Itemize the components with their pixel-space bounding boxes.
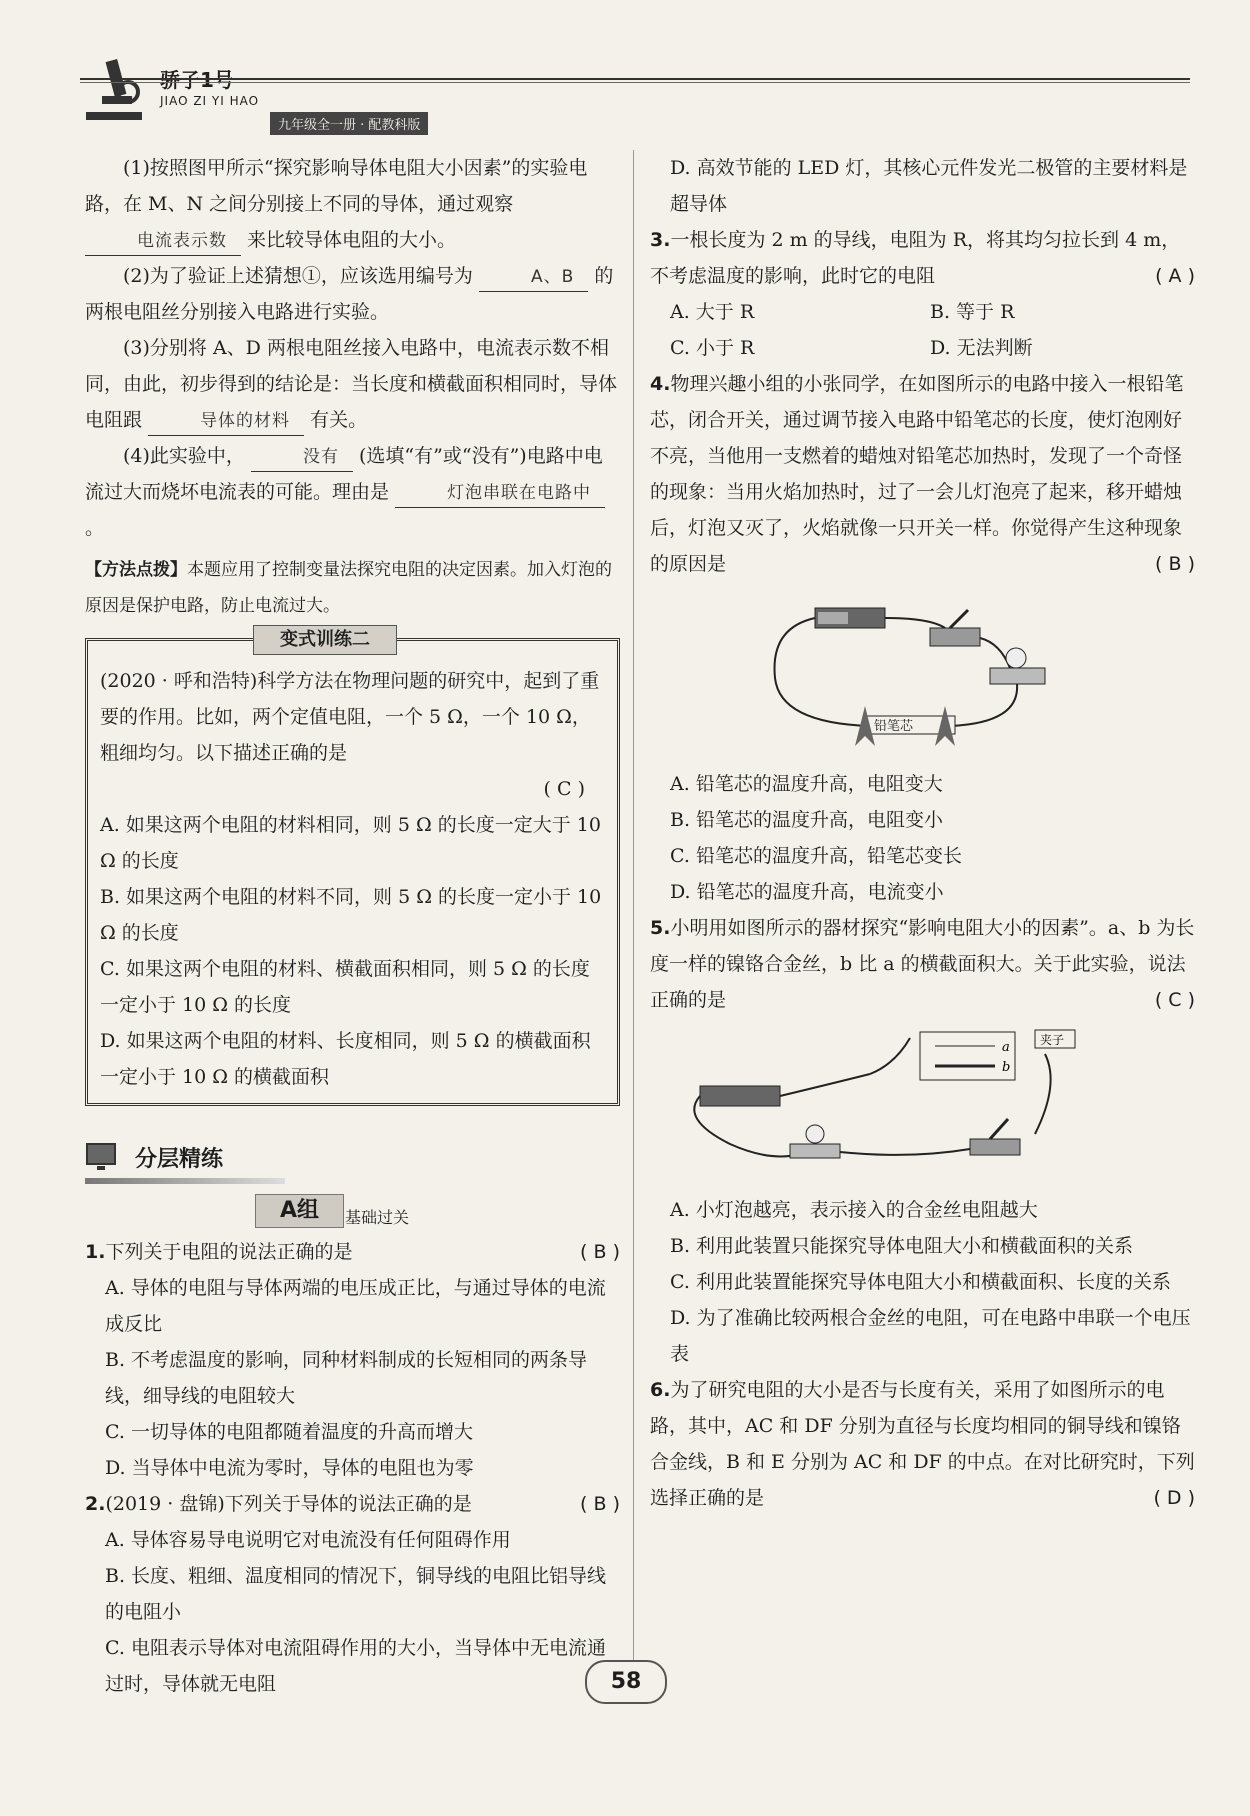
header-divider-thin — [80, 82, 1190, 83]
section-header — [85, 1134, 620, 1190]
answer-blank: 没有 — [251, 443, 353, 472]
question-stem: 下列关于电阻的说法正确的是 — [105, 1241, 353, 1263]
question-stem: 物理兴趣小组的小张同学，在如图所示的电路中接入一根铅笔芯，闭合开关，通过调节接入电路中铅笔芯的长度，使灯泡刚好不亮，当他用一支燃着的蜡烛对铅笔芯加热时，发现了一个奇怪的现象：当用火焰加热时，过了一会儿灯泡亮了起来，移开蜡烛后，灯泡又灭了，火焰就像一只开关一样。你觉得产生这种现象的原因是 — [650, 373, 1184, 575]
question-3 — [650, 222, 1195, 366]
figure-label-pencil-lead: 铅笔芯 — [874, 719, 914, 734]
subquestion-3: (3)分别将 A、D 两根电阻丝接入电路中，电流表示数不相同，由此，初步得到的结论是：当长度和横截面积相同时，导体电阻跟 导体的材料 有关。 — [85, 330, 620, 438]
subquestion-2: (2)为了验证上述猜想①，应该选用编号为 A、B 的两根电阻丝分别接入电路进行实验。 — [85, 265, 614, 323]
question-number: 4. — [650, 373, 671, 395]
wire-a-label: a — [1002, 1040, 1010, 1055]
question-number: 3. — [650, 229, 671, 251]
option: D. 高效节能的 LED 灯，其核心元件发光二极管的主要材料是超导体 — [670, 157, 1188, 215]
option: A. 铅笔芯的温度升高，电阻变大 — [670, 773, 943, 795]
option: B. 铅笔芯的温度升高，电阻变小 — [670, 809, 944, 831]
group-title: A组 — [255, 1194, 344, 1228]
option: C. 小于 R — [670, 337, 755, 359]
question-stem: 为了研究电阻的大小是否与长度有关，采用了如图所示的电路，其中，AC 和 DF 分别为直径与长度均相同的铜导线和镍铬合金线，B 和 E 分别为 AC 和 DF 的中点。在对比研究时，下列选择正确的是 — [650, 1379, 1195, 1509]
question-answer: ( D ) — [1153, 1487, 1195, 1509]
option: A. 小灯泡越亮，表示接入的合金丝电阻越大 — [670, 1199, 1038, 1221]
box-option: A. 如果这两个电阻的材料相同，则 5 Ω 的长度一定大于 10 Ω 的长度 — [100, 814, 601, 872]
option: C. 利用此装置能探究导体电阻大小和横截面积、长度的关系 — [670, 1271, 1171, 1293]
wire-b-label: b — [1002, 1060, 1011, 1075]
circuit-diagram — [650, 1024, 1195, 1174]
column-divider — [633, 150, 634, 1680]
question-answer: ( A ) — [1155, 265, 1195, 287]
option: D. 铅笔芯的温度升高，电流变小 — [670, 881, 944, 903]
method-tip: 【方法点拨】本题应用了控制变量法探究电阻的决定因素。加入灯泡的原因是保护电路，防止电流过大。 — [85, 560, 612, 616]
monitor-icon — [85, 1140, 119, 1174]
option: B. 利用此装置只能探究导体电阻大小和横截面积的关系 — [670, 1235, 1134, 1257]
question-2 — [85, 1486, 620, 1702]
right-column — [650, 150, 1195, 1516]
box-option: D. 如果这两个电阻的材料、长度相同，则 5 Ω 的横截面积一定小于 10 Ω 的横截面积 — [100, 1030, 591, 1088]
answer-blank: 灯泡串联在电路中 — [395, 479, 605, 508]
option: C. 一切导体的电阻都随着温度的升高而增大 — [105, 1421, 473, 1443]
option: B. 不考虑温度的影响，同种材料制成的长短相同的两条导线，细导线的电阻较大 — [105, 1349, 588, 1407]
clip-label: 夹子 — [1040, 1033, 1065, 1047]
question-4 — [650, 366, 1195, 910]
question-number: 5. — [650, 917, 671, 939]
section-underline — [85, 1178, 285, 1184]
answer-blank: 电流表示数 — [85, 227, 241, 256]
subquestion-4: (4)此实验中， 没有 (选填“有”或“没有”)电路中电流过大而烧坏电流表的可能。理由是 灯泡串联在电路中 。 — [85, 438, 620, 546]
question-5 — [650, 910, 1195, 1372]
header-divider — [80, 78, 1190, 80]
question-stem: (2019 · 盘锦)下列关于导体的说法正确的是 — [105, 1493, 472, 1515]
question-answer: ( B ) — [580, 1241, 620, 1263]
option: B. 长度、粗细、温度相同的情况下，铜导线的电阻比铝导线的电阻小 — [105, 1565, 607, 1623]
microscope-logo-icon — [80, 52, 152, 128]
question-1 — [85, 1234, 620, 1486]
question-answer: ( C ) — [1154, 989, 1195, 1011]
section-title: 分层精练 — [135, 1147, 224, 1172]
option: C. 铅笔芯的温度升高，铅笔芯变长 — [670, 845, 962, 867]
subquestion-1: (1)按照图甲所示“探究影响导体电阻大小因素”的实验电路，在 M、N 之间分别接上不同的导体，通过观察 电流表示数 来比较导体电阻的大小。 — [85, 150, 620, 258]
group-subtitle: 基础过关 — [345, 1208, 410, 1227]
variant-training-box — [85, 629, 620, 1106]
edition-label: 九年级全一册 · 配教科版 — [270, 112, 428, 135]
circuit-diagram — [650, 588, 1195, 748]
option: C. 电阻表示导体对电流阻碍作用的大小，当导体中无电流通过时，导体就无电阻 — [105, 1637, 606, 1695]
question-answer: ( B ) — [580, 1493, 620, 1515]
box-answer: ( C ) — [543, 778, 585, 800]
option: A. 导体容易导电说明它对电流没有任何阻碍作用 — [105, 1529, 511, 1551]
brand-english: JIAO ZI YI HAO — [160, 94, 260, 108]
pencil-lead-circuit-figure — [650, 588, 1195, 760]
question-number: 6. — [650, 1379, 671, 1401]
option: D. 当导体中电流为零时，导体的电阻也为零 — [105, 1457, 474, 1479]
box-stem: (2020 · 呼和浩特)科学方法在物理问题的研究中，起到了重要的作用。比如，两个定值电阻，一个 5 Ω，一个 10 Ω，粗细均匀。以下描述正确的是 — [100, 670, 600, 764]
group-header — [85, 1190, 620, 1234]
question-number: 2. — [85, 1493, 106, 1515]
page-number: 58 — [585, 1660, 667, 1704]
question-number: 1. — [85, 1241, 106, 1263]
box-title: 变式训练二 — [253, 625, 397, 655]
option: D. 无法判断 — [930, 337, 1033, 359]
answer-blank: 导体的材料 — [148, 407, 304, 436]
box-option: C. 如果这两个电阻的材料、横截面积相同，则 5 Ω 的长度一定小于 10 Ω 的长度 — [100, 958, 590, 1016]
option: B. 等于 R — [930, 301, 1015, 323]
option: D. 为了准确比较两根合金丝的电阻，可在电路中串联一个电压表 — [670, 1307, 1191, 1365]
page-header — [80, 52, 1190, 132]
option: A. 大于 R — [670, 301, 755, 323]
question-6 — [650, 1372, 1195, 1516]
answer-blank: A、B — [479, 263, 588, 292]
alloy-wire-circuit-figure — [650, 1024, 1195, 1186]
question-stem: 小明用如图所示的器材探究“影响电阻大小的因素”。a、b 为长度一样的镍铬合金丝，b 比 a 的横截面积大。关于此实验，说法正确的是 — [650, 917, 1195, 1011]
box-option: B. 如果这两个电阻的材料不同，则 5 Ω 的长度一定小于 10 Ω 的长度 — [100, 886, 602, 944]
question-answer: ( B ) — [1155, 553, 1195, 575]
brand-name: 骄子1号 — [160, 68, 234, 92]
option: A. 导体的电阻与导体两端的电压成正比，与通过导体的电流成反比 — [105, 1277, 606, 1335]
left-column — [85, 150, 620, 1702]
question-stem: 一根长度为 2 m 的导线，电阻为 R，将其均匀拉长到 4 m，不考虑温度的影响，此时它的电阻 — [650, 229, 1181, 287]
